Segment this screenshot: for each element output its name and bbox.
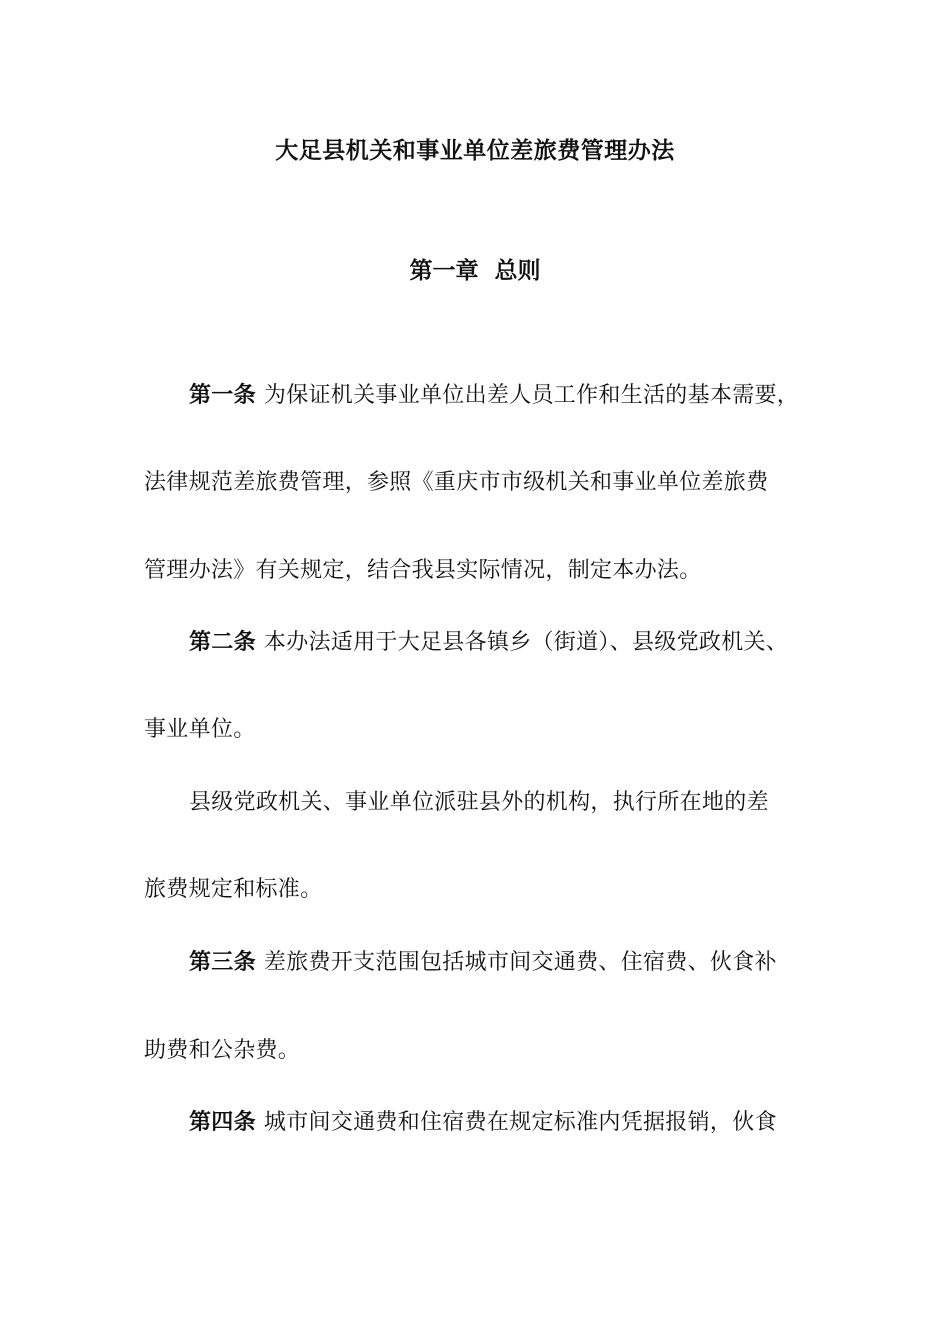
article-text: 为保证机关事业单位出差人员工作和生活的基本需要， bbox=[263, 383, 800, 408]
article-2-number: 第二条 bbox=[189, 630, 256, 655]
article-2-line-1 bbox=[189, 627, 834, 659]
article-text: 城市间交通费和住宿费在规定标准内凭据报销，伙食 bbox=[263, 1110, 777, 1135]
article-1-line-3: 管理办法》有关规定，结合我县实际情况，制定本办法。 bbox=[144, 558, 702, 583]
article-3-line-1 bbox=[189, 947, 834, 979]
article-3-number: 第三条 bbox=[189, 950, 256, 975]
article-2-line-2: 事业单位。 bbox=[144, 717, 256, 742]
article-4-line-1 bbox=[189, 1107, 834, 1139]
paragraph-line-1: 县级党政机关、事业单位派驻县外的机构，执行所在地的差 bbox=[189, 790, 769, 815]
article-4-number: 第四条 bbox=[189, 1110, 256, 1135]
article-text: 本办法适用于大足县各镇乡（街道）、县级党政机关、 bbox=[263, 630, 789, 655]
article-1-number: 第一条 bbox=[189, 383, 256, 408]
article-1-line-2: 法律规范差旅费管理，参照《重庆市市级机关和事业单位差旅费 bbox=[144, 470, 769, 495]
paragraph-line-2: 旅费规定和标准。 bbox=[144, 877, 323, 902]
article-1-line-1 bbox=[189, 380, 834, 412]
chapter-name: 总则 bbox=[494, 258, 541, 284]
document-title: 大足县机关和事业单位差旅费管理办法 bbox=[275, 138, 675, 164]
article-text: 差旅费开支范围包括城市间交通费、住宿费、伙食补 bbox=[263, 950, 777, 975]
chapter-number: 第一章 bbox=[409, 258, 479, 284]
chapter-heading bbox=[0, 254, 950, 288]
article-3-line-2: 助费和公杂费。 bbox=[144, 1038, 301, 1063]
